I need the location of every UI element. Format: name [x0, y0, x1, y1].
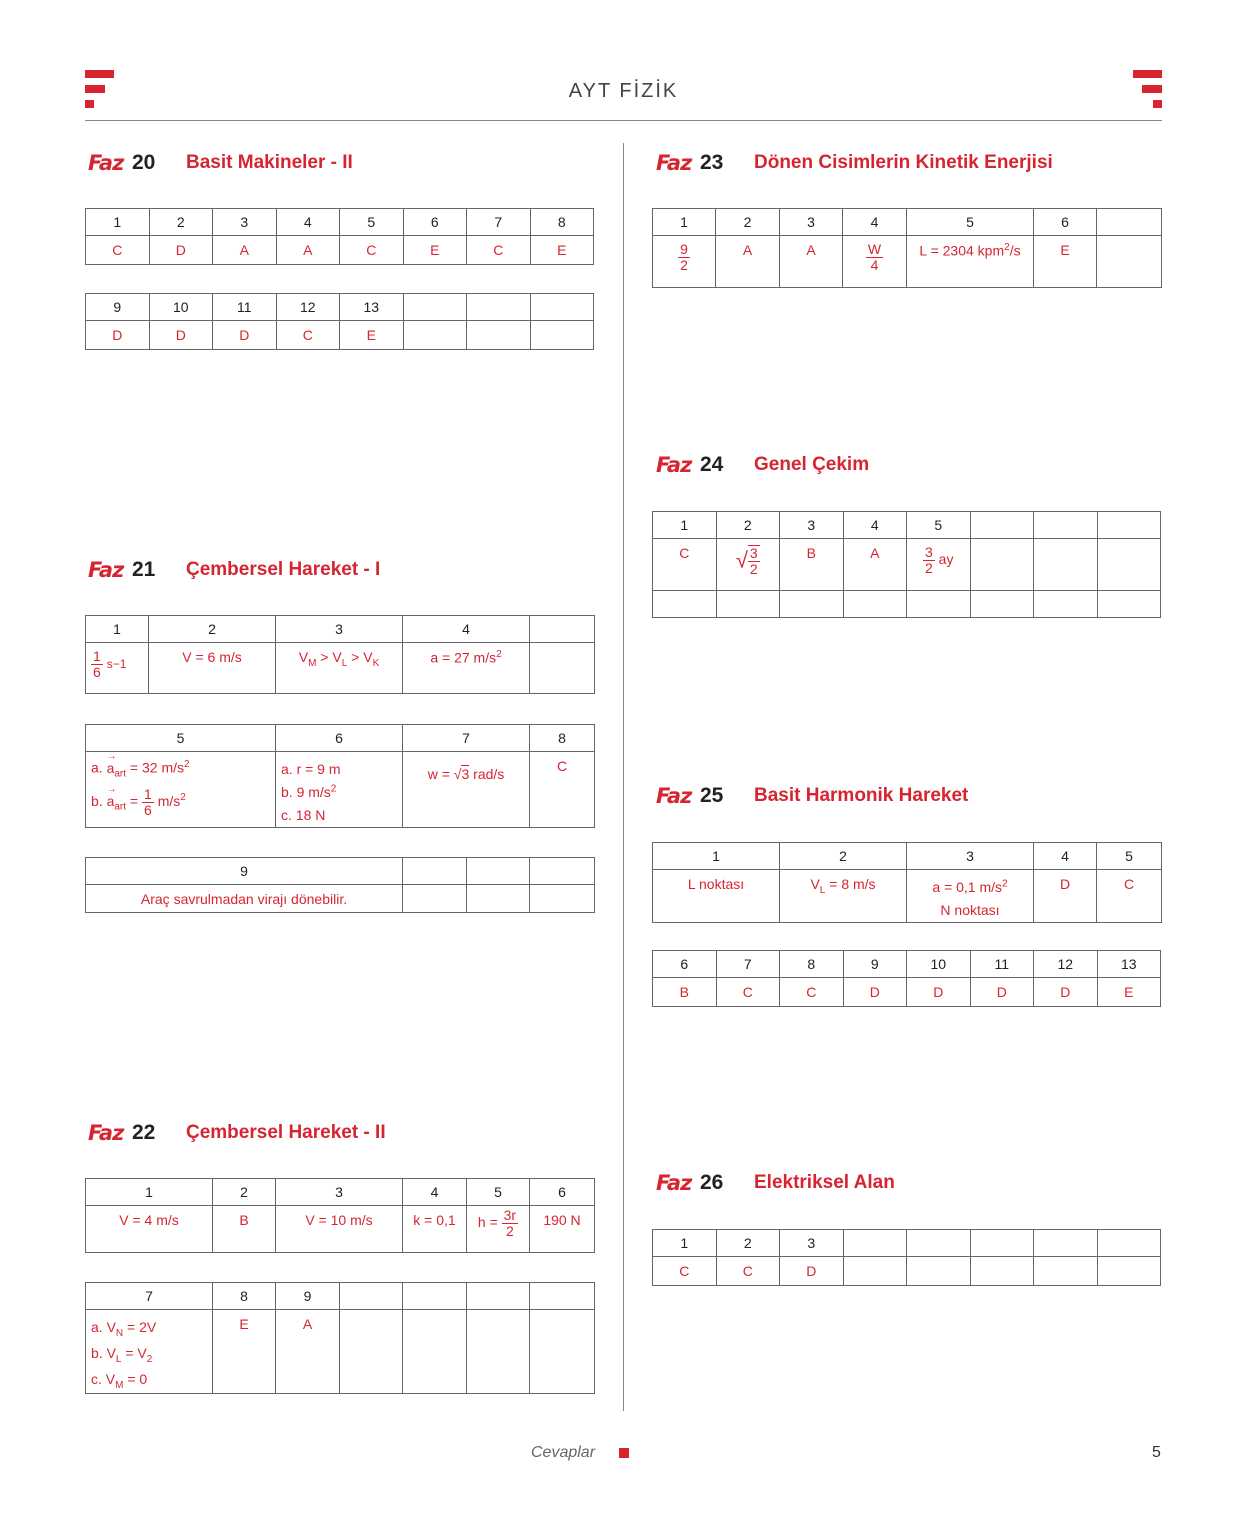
sup: 2 — [1002, 878, 1008, 890]
text: ay — [934, 550, 954, 567]
empty-cell — [843, 591, 907, 618]
section-23-header — [656, 148, 1053, 178]
q-num: 3 — [780, 1230, 844, 1257]
q-num: 2 — [149, 209, 213, 236]
answer-table-22b — [85, 1282, 595, 1394]
empty-cell — [907, 591, 971, 618]
answer — [86, 1310, 213, 1394]
answer: C — [653, 539, 717, 591]
empty-cell — [1034, 591, 1098, 618]
q-num: 7 — [86, 1283, 213, 1310]
numerator: W — [867, 241, 882, 257]
answer — [907, 539, 971, 591]
text: L = 2304 kpm — [919, 242, 1005, 259]
answer: C — [340, 236, 404, 265]
empty-cell — [403, 1283, 467, 1310]
sub: N — [115, 1327, 124, 1339]
answer: E — [403, 236, 467, 265]
text: h = — [477, 1213, 502, 1230]
text: a. — [91, 759, 103, 776]
q-num: 8 — [213, 1283, 276, 1310]
answer: D — [86, 321, 150, 350]
answer-line — [91, 1342, 212, 1368]
numerator: 9 — [680, 241, 688, 257]
empty-cell — [403, 885, 467, 913]
sqrt-icon: √ — [453, 766, 462, 782]
text: a = 0,1 m/s — [932, 879, 1003, 895]
answer — [780, 870, 907, 923]
empty-cell — [467, 294, 531, 321]
denominator: 6 — [93, 663, 101, 680]
fraction — [142, 787, 154, 817]
answer: D — [970, 978, 1034, 1007]
q-num: 13 — [1097, 951, 1161, 978]
empty-cell — [843, 1230, 907, 1257]
answer-line: a. r = 9 m — [281, 761, 341, 777]
q-num: 9 — [86, 294, 150, 321]
q-num: 4 — [843, 512, 907, 539]
empty-cell — [530, 1310, 595, 1394]
q-num: 2 — [780, 843, 907, 870]
empty-cell — [970, 512, 1034, 539]
empty-cell — [467, 858, 530, 885]
section-21-header — [88, 555, 380, 585]
q-num: 5 — [86, 725, 276, 752]
q-num: 4 — [403, 1179, 467, 1206]
empty-cell — [1097, 1230, 1161, 1257]
faz-logo: Faz — [88, 151, 124, 175]
fraction — [502, 1208, 518, 1238]
fraction — [866, 242, 883, 272]
empty-cell — [467, 885, 530, 913]
faz-logo: Faz — [88, 558, 124, 582]
faz-logo: Faz — [88, 1121, 124, 1145]
q-num: 3 — [907, 843, 1034, 870]
q-num: 11 — [970, 951, 1034, 978]
answer: C — [1097, 870, 1162, 923]
q-num: 9 — [86, 858, 403, 885]
answer: A — [716, 236, 780, 288]
q-num: 2 — [149, 616, 276, 643]
answer — [276, 752, 403, 828]
text: b. V — [91, 1344, 116, 1361]
text: = 0 — [123, 1370, 148, 1387]
q-num: 3 — [276, 616, 403, 643]
radicand: 3 — [461, 766, 470, 782]
answer — [843, 236, 907, 288]
section-title: Çembersel Hareket - II — [186, 1122, 386, 1143]
answer: k = 0,1 — [403, 1206, 467, 1253]
footer-square-icon — [619, 1448, 629, 1458]
q-num: 2 — [716, 209, 780, 236]
section-title: Çembersel Hareket - I — [186, 559, 381, 580]
sub: L — [115, 1353, 122, 1365]
header-rule — [85, 120, 1162, 121]
section-26-header — [656, 1168, 895, 1198]
answer: A — [213, 236, 277, 265]
answer: B — [653, 978, 717, 1007]
empty-cell — [1034, 1230, 1098, 1257]
q-num: 6 — [276, 725, 403, 752]
answer: D — [149, 236, 213, 265]
section-title: Basit Harmonik Hareket — [754, 785, 969, 806]
section-title: Basit Makineler - II — [186, 152, 353, 173]
q-num: 1 — [86, 1179, 213, 1206]
section-title: Genel Çekim — [754, 454, 870, 475]
answer: C — [276, 321, 340, 350]
answer: D — [1034, 978, 1098, 1007]
faz-logo: Faz — [656, 1171, 692, 1195]
q-num: 5 — [907, 512, 971, 539]
answer-line — [91, 758, 275, 781]
answer: C — [716, 978, 780, 1007]
empty-cell — [1097, 236, 1162, 288]
numerator: 3 — [925, 544, 933, 560]
section-number: 25 — [700, 784, 724, 807]
q-num: 11 — [213, 294, 277, 321]
q-num: 1 — [653, 1230, 717, 1257]
answer-table-20a — [85, 208, 594, 265]
sup: 2 — [330, 783, 337, 795]
answer — [653, 236, 716, 288]
answer: A — [780, 236, 843, 288]
sqrt-icon: √ — [735, 547, 748, 573]
empty-cell — [1034, 1257, 1098, 1286]
q-num: 3 — [276, 1179, 403, 1206]
q-num: 5 — [1097, 843, 1162, 870]
q-num: 8 — [530, 725, 595, 752]
sup: 2 — [1004, 242, 1010, 253]
empty-cell — [467, 1310, 530, 1394]
answer — [467, 1206, 530, 1253]
empty-cell — [530, 321, 594, 350]
text: a = 27 m/s — [430, 649, 497, 666]
section-22-header — [88, 1118, 386, 1148]
answer-table-21c — [85, 857, 595, 913]
section-title: Dönen Cisimlerin Kinetik Enerjisi — [754, 152, 1053, 173]
q-num: 4 — [403, 616, 530, 643]
q-num: 13 — [340, 294, 404, 321]
answer-line: N noktası — [940, 902, 1000, 919]
section-24-header — [656, 450, 869, 480]
sub: K — [372, 657, 380, 669]
sup: 2 — [180, 792, 186, 804]
q-num: 6 — [653, 951, 717, 978]
sub: art — [114, 802, 127, 814]
answer — [907, 236, 1034, 288]
sup: 2 — [496, 649, 502, 660]
answer: C — [530, 752, 595, 828]
q-num: 8 — [780, 951, 844, 978]
q-num: 3 — [780, 512, 844, 539]
q-num: 1 — [653, 512, 717, 539]
text: b. — [91, 793, 103, 810]
empty-cell — [403, 321, 467, 350]
empty-cell — [780, 591, 844, 618]
text: = V — [121, 1344, 147, 1361]
answer-table-26 — [652, 1229, 1161, 1286]
answer: D — [1034, 870, 1097, 923]
q-num: 1 — [86, 616, 149, 643]
empty-cell — [970, 1257, 1034, 1286]
answer: E — [1034, 236, 1097, 288]
empty-cell — [1097, 591, 1161, 618]
section-25-header — [656, 781, 968, 811]
fraction — [748, 545, 760, 576]
empty-cell — [530, 294, 594, 321]
q-num: 4 — [843, 209, 907, 236]
text: m/s — [153, 793, 181, 810]
answer — [86, 752, 276, 828]
answer: C — [467, 236, 531, 265]
sub: art — [114, 768, 127, 780]
answer-line — [91, 787, 275, 817]
sub: M — [115, 1379, 124, 1391]
answer: E — [1097, 978, 1161, 1007]
answer: C — [780, 978, 844, 1007]
answer: B — [213, 1206, 276, 1253]
answer: A — [276, 236, 340, 265]
q-num: 1 — [653, 209, 716, 236]
q-num: 2 — [213, 1179, 276, 1206]
text: = 2V — [123, 1319, 157, 1335]
q-num: 5 — [907, 209, 1034, 236]
q-num: 7 — [716, 951, 780, 978]
answer: 190 N — [530, 1206, 595, 1253]
text: = 8 m/s — [825, 876, 876, 892]
text: c. V — [91, 1370, 116, 1387]
empty-cell — [1034, 539, 1098, 591]
q-num: 3 — [780, 209, 843, 236]
answer-table-23 — [652, 208, 1162, 288]
answer: C — [653, 1257, 717, 1286]
empty-cell — [1097, 539, 1161, 591]
text: /s — [1009, 242, 1021, 259]
q-num: 4 — [1034, 843, 1097, 870]
text: b. 9 m/s — [281, 784, 331, 801]
denominator: 2 — [505, 1222, 514, 1239]
answer-line — [91, 1316, 212, 1342]
answer: A — [276, 1310, 340, 1394]
empty-cell — [1097, 209, 1162, 236]
page-number: 5 — [1152, 1444, 1161, 1461]
q-num: 6 — [530, 1179, 595, 1206]
empty-cell — [1034, 512, 1098, 539]
answer: L noktası — [653, 870, 780, 923]
fraction — [923, 545, 935, 575]
text: a. V — [91, 1319, 116, 1335]
empty-cell — [530, 643, 595, 694]
q-num: 7 — [403, 725, 530, 752]
empty-cell — [1097, 512, 1161, 539]
answer — [403, 752, 530, 828]
q-num: 12 — [1034, 951, 1098, 978]
q-num: 6 — [403, 209, 467, 236]
section-number: 26 — [700, 1171, 724, 1194]
section-number: 20 — [132, 151, 156, 174]
section-number: 23 — [700, 151, 724, 174]
empty-cell — [340, 1283, 403, 1310]
answer: C — [86, 236, 150, 265]
text: V — [810, 876, 820, 892]
empty-cell — [530, 858, 595, 885]
answer-table-22a — [85, 1178, 595, 1253]
column-divider — [623, 143, 624, 1411]
empty-cell — [403, 1310, 467, 1394]
empty-cell — [530, 1283, 595, 1310]
empty-cell — [716, 591, 780, 618]
text: > V — [347, 649, 373, 665]
text: > V — [316, 649, 342, 665]
empty-cell — [843, 1257, 907, 1286]
q-num: 2 — [716, 512, 780, 539]
section-number: 24 — [700, 453, 724, 476]
answer: A — [843, 539, 907, 591]
unit: s−1 — [106, 656, 127, 671]
text: = 32 m/s — [126, 759, 185, 776]
section-title: Elektriksel Alan — [754, 1172, 895, 1193]
denominator: 2 — [925, 559, 933, 576]
answer: C — [716, 1257, 780, 1286]
empty-cell — [970, 1230, 1034, 1257]
answer: E — [340, 321, 404, 350]
answer-table-25a — [652, 842, 1162, 923]
denominator: 6 — [144, 802, 152, 819]
text: = — [126, 793, 143, 810]
sub: L — [819, 884, 826, 896]
answer — [907, 870, 1034, 923]
answer — [86, 643, 149, 694]
denominator: 2 — [749, 560, 758, 577]
answer: V = 10 m/s — [276, 1206, 403, 1253]
page-title: AYT FİZİK — [568, 80, 679, 102]
answer-line — [907, 876, 1033, 899]
answer: D — [149, 321, 213, 350]
answer-line: c. 18 N — [281, 807, 326, 824]
q-num: 8 — [530, 209, 594, 236]
answer — [276, 643, 403, 694]
answer: E — [213, 1310, 276, 1394]
q-num: 2 — [716, 1230, 780, 1257]
answer-table-20b — [85, 293, 594, 350]
q-num: 6 — [1034, 209, 1097, 236]
q-num: 4 — [276, 209, 340, 236]
answer: V = 4 m/s — [86, 1206, 213, 1253]
empty-cell — [467, 1283, 530, 1310]
answer: B — [780, 539, 844, 591]
q-num: 1 — [86, 209, 150, 236]
numerator: 3 — [749, 545, 758, 561]
empty-cell — [1097, 1257, 1161, 1286]
answer: Araç savrulmadan virajı dönebilir. — [86, 885, 403, 913]
numerator: 3r — [503, 1207, 517, 1223]
q-num: 5 — [467, 1179, 530, 1206]
answer-line — [91, 1368, 212, 1394]
empty-cell — [970, 591, 1034, 618]
q-num: 5 — [340, 209, 404, 236]
empty-cell — [340, 1310, 403, 1394]
answer: E — [530, 236, 594, 265]
denominator: 4 — [870, 256, 879, 273]
answer — [403, 643, 530, 694]
answer-line — [281, 781, 402, 804]
vector: → a — [107, 759, 115, 779]
answer-table-21a — [85, 615, 595, 694]
empty-cell — [907, 1257, 971, 1286]
answer: D — [843, 978, 907, 1007]
empty-cell — [970, 539, 1034, 591]
faz-logo: Faz — [656, 453, 692, 477]
q-num: 1 — [653, 843, 780, 870]
empty-cell — [467, 321, 531, 350]
empty-cell — [530, 616, 595, 643]
q-num: 10 — [907, 951, 971, 978]
section-number: 21 — [132, 558, 156, 581]
q-num: 7 — [467, 209, 531, 236]
faz-logo: Faz — [656, 151, 692, 175]
q-num: 12 — [276, 294, 340, 321]
q-num: 3 — [213, 209, 277, 236]
empty-cell — [653, 591, 717, 618]
answer: D — [213, 321, 277, 350]
numerator: 1 — [93, 648, 101, 664]
section-number: 22 — [132, 1121, 156, 1144]
sub: M — [308, 657, 317, 669]
answer: D — [907, 978, 971, 1007]
sub: 2 — [146, 1353, 153, 1365]
sub: L — [341, 657, 348, 669]
answer-table-25b — [652, 950, 1161, 1007]
fraction — [678, 242, 690, 272]
q-num: 9 — [843, 951, 907, 978]
answer-table-24 — [652, 511, 1161, 618]
text: w = — [427, 766, 454, 782]
section-20-header — [88, 148, 353, 178]
answer: D — [780, 1257, 844, 1286]
vector: → a — [107, 792, 115, 812]
q-num: 10 — [149, 294, 213, 321]
answer: V = 6 m/s — [149, 643, 276, 694]
q-num: 9 — [276, 1283, 340, 1310]
answer — [716, 539, 780, 591]
sup: 2 — [184, 759, 190, 770]
numerator: 1 — [144, 786, 152, 803]
empty-cell — [907, 1230, 971, 1257]
text: rad/s — [469, 766, 505, 782]
empty-cell — [530, 885, 595, 913]
denominator: 2 — [680, 256, 688, 273]
answer-table-21b — [85, 724, 595, 828]
empty-cell — [403, 294, 467, 321]
empty-cell — [403, 858, 467, 885]
footer-label: Cevaplar — [531, 1444, 596, 1461]
fraction — [91, 649, 103, 679]
text: V — [298, 649, 309, 665]
faz-logo: Faz — [656, 784, 692, 808]
